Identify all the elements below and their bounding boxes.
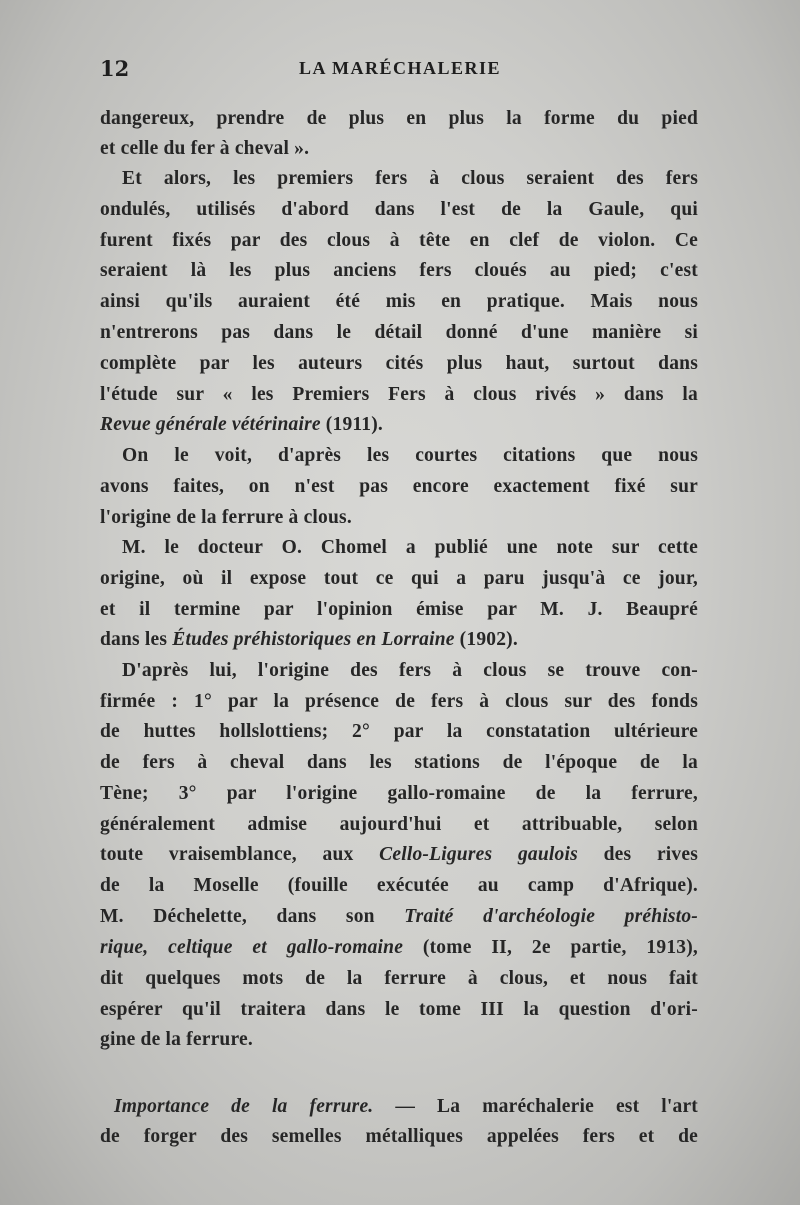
- text-run: ainsi qu'ils auraient été mis en pratique. Mais nous: [100, 291, 698, 312]
- text-run: furent fixés par des clous à tête en clef de violon. Ce: [100, 230, 698, 251]
- text-run: toute vraisemblance, aux: [100, 844, 380, 865]
- text-line: [100, 349, 698, 379]
- text-line: [114, 1092, 698, 1122]
- text-line: [100, 840, 698, 870]
- text-line: [100, 933, 698, 963]
- text-run: M. Déchelette, dans son: [100, 906, 405, 927]
- text-run: (1911).: [320, 414, 383, 435]
- text-line: [100, 625, 698, 655]
- text-run: Et alors, les premiers fers à clous seraient des fers: [122, 168, 698, 189]
- text-line: [122, 656, 698, 686]
- text-line: [100, 748, 698, 778]
- text-run: de forger des semelles métalliques appelées fers et de: [100, 1126, 698, 1147]
- text-run: de la Moselle (fouille exécutée au camp d'Afrique).: [100, 875, 698, 896]
- text-run: gine de la ferrure.: [100, 1029, 253, 1050]
- text-line: [100, 995, 698, 1025]
- text-line: [100, 318, 698, 348]
- text-line: [100, 226, 698, 256]
- text-line: [100, 256, 698, 286]
- text-run: espérer qu'il traitera dans le tome III la question d'ori-: [100, 999, 698, 1020]
- text-run: dangereux, prendre de plus en plus la forme du pied: [100, 108, 698, 129]
- text-run: l'origine de la ferrure à clous.: [100, 507, 352, 528]
- text-line: [100, 871, 698, 901]
- text-run: et celle du fer à cheval ».: [100, 138, 310, 159]
- text-line: [122, 533, 698, 563]
- text-run: complète par les auteurs cités plus haut, surtout dans: [100, 353, 698, 374]
- text-run: On le voit, d'après les courtes citations que nous: [122, 445, 698, 466]
- text-line: [100, 195, 698, 225]
- italic-text: rique, celtique et gallo-romaine: [100, 937, 404, 958]
- page-number: 12: [100, 56, 130, 81]
- italic-text: Revue générale vétérinaire: [100, 414, 321, 435]
- text-line: [100, 595, 698, 625]
- text-line: [100, 410, 698, 440]
- text-line: [100, 1025, 698, 1055]
- page-header: [100, 56, 700, 86]
- italic-text: Études préhistoriques en Lorraine: [172, 629, 455, 650]
- text-run: Tène; 3° par l'origine gallo-romaine de la ferrure,: [100, 783, 698, 804]
- text-run: seraient là les plus anciens fers cloués au pied; c'est: [100, 260, 698, 281]
- text-line: [100, 779, 698, 809]
- text-line: [100, 717, 698, 747]
- running-head: LA MARÉCHALERIE: [298, 58, 502, 78]
- text-run: de fers à cheval dans les stations de l'époque de la: [100, 752, 698, 773]
- text-line: [100, 287, 698, 317]
- italic-text: Cello-Ligures gaulois: [379, 844, 578, 865]
- text-run: l'étude sur « les Premiers Fers à clous rivés » dans la: [100, 384, 698, 405]
- text-line: [100, 503, 698, 533]
- text-line: [100, 564, 698, 594]
- text-line: [100, 134, 698, 164]
- text-run: D'après lui, l'origine des fers à clous se trouve con-: [122, 660, 698, 681]
- text-run: dans les: [100, 629, 173, 650]
- text-line: [100, 810, 698, 840]
- text-run: ondulés, utilisés d'abord dans l'est de la Gaule, qui: [100, 199, 698, 220]
- text-run: avons faites, on n'est pas encore exactement fixé sur: [100, 476, 698, 497]
- text-run: généralement admise aujourd'hui et attribuable, selon: [100, 814, 698, 835]
- text-line: [100, 472, 698, 502]
- text-run: n'entrerons pas dans le détail donné d'une manière si: [100, 322, 698, 343]
- text-run: origine, où il expose tout ce qui a paru jusqu'à ce jour,: [100, 568, 698, 589]
- italic-text: Traité d'archéologie préhisto-: [404, 906, 698, 927]
- text-line: [100, 902, 698, 932]
- text-run: (tome II, 2e partie, 1913),: [403, 937, 698, 958]
- text-line: [100, 964, 698, 994]
- italic-text: Importance de la ferrure.: [114, 1096, 374, 1117]
- text-run: M. le docteur O. Chomel a publié une note sur cette: [122, 537, 698, 558]
- text-run: et il termine par l'opinion émise par M. J. Beaupré: [100, 599, 698, 620]
- text-run: — La maréchalerie est l'art: [373, 1096, 698, 1117]
- text-line: [122, 441, 698, 471]
- text-run: dit quelques mots de la ferrure à clous, et nous fait: [100, 968, 698, 989]
- text-line: [100, 687, 698, 717]
- text-line: [122, 164, 698, 194]
- text-line: [100, 104, 698, 134]
- text-line: [100, 1122, 698, 1152]
- text-run: (1902).: [454, 629, 518, 650]
- text-line: [100, 380, 698, 410]
- text-run: des rives: [577, 844, 699, 865]
- text-run: de huttes hollslottiens; 2° par la constatation ultérieure: [100, 721, 698, 742]
- text-run: firmée : 1° par la présence de fers à clous sur des fonds: [100, 691, 698, 712]
